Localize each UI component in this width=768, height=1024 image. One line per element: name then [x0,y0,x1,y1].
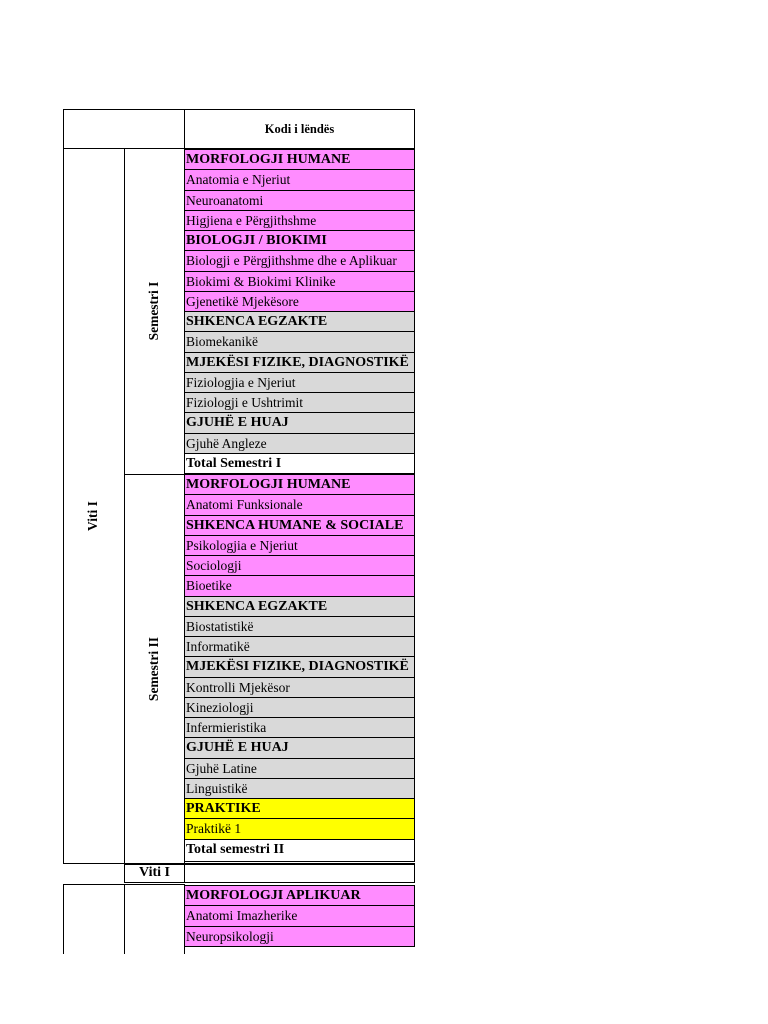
course-row: Anatomi Imazherike [184,905,415,926]
total-row: Total Semestri I [184,453,415,474]
next-year-column [63,884,125,954]
course-row: Psikologjia e Njeriut [184,535,415,556]
header-code-label: Kodi i lëndës [264,121,335,136]
course-row: Neuroanatomi [184,190,415,211]
category-row: GJUHË E HUAJ [184,737,415,758]
course-row: Biomekanikë [184,331,415,352]
semester1-label: Semestri I [146,281,161,341]
year-label: Viti I [85,501,100,531]
course-row: Bioetike [184,575,415,596]
course-row: Linguistikë [184,778,415,799]
course-row: Sociologji [184,555,415,576]
year-total-label-cell [124,863,185,883]
category-row: MJEKËSI FIZIKE, DIAGNOSTIKË [184,656,415,677]
header-left-cell [63,109,185,149]
course-row: Neuropsikologji [184,926,415,947]
category-row: BIOLOGJI / BIOKIMI [184,230,415,251]
category-row: SHKENCA EGZAKTE [184,311,415,332]
course-row: Anatomi Funksionale [184,494,415,515]
category-row: GJUHË E HUAJ [184,412,415,433]
category-row: MORFOLOGJI HUMANE [184,474,415,495]
category-row: SHKENCA HUMANE & SOCIALE [184,515,415,536]
category-row: MJEKËSI FIZIKE, DIAGNOSTIKË [184,352,415,373]
course-row: Kontrolli Mjekësor [184,677,415,698]
course-row: Biologji e Përgjithshme dhe e Aplikuar [184,250,415,271]
course-row: Anatomia e Njeriut [184,169,415,190]
course-row: Gjenetikë Mjekësore [184,291,415,312]
course-row: Informatikë [184,636,415,657]
category-row: MORFOLOGJI APLIKUAR [184,885,415,906]
year-total-value-cell [184,863,415,883]
course-row: Infermieristika [184,717,415,738]
course-row: Biokimi & Biokimi Klinike [184,271,415,292]
header-code-cell [184,109,415,149]
category-row: PRAKTIKE [184,798,415,819]
category-row: MORFOLOGJI HUMANE [184,149,415,170]
course-row: Biostatistikë [184,616,415,637]
course-row: Gjuhë Latine [184,758,415,779]
course-row: Fiziologjia e Njeriut [184,372,415,393]
category-row: SHKENCA EGZAKTE [184,596,415,617]
course-row: Kineziologji [184,697,415,718]
course-row: Praktikë 1 [184,818,415,839]
course-row: Higjiena e Përgjithshme [184,210,415,231]
course-row: Fiziologji e Ushtrimit [184,392,415,413]
course-row: Gjuhë Angleze [184,433,415,454]
semester2-label: Semestri II [146,636,161,702]
total-row: Total semestri II [184,839,415,862]
next-semester-column [124,884,185,954]
year-total-label: Viti I [139,865,170,880]
